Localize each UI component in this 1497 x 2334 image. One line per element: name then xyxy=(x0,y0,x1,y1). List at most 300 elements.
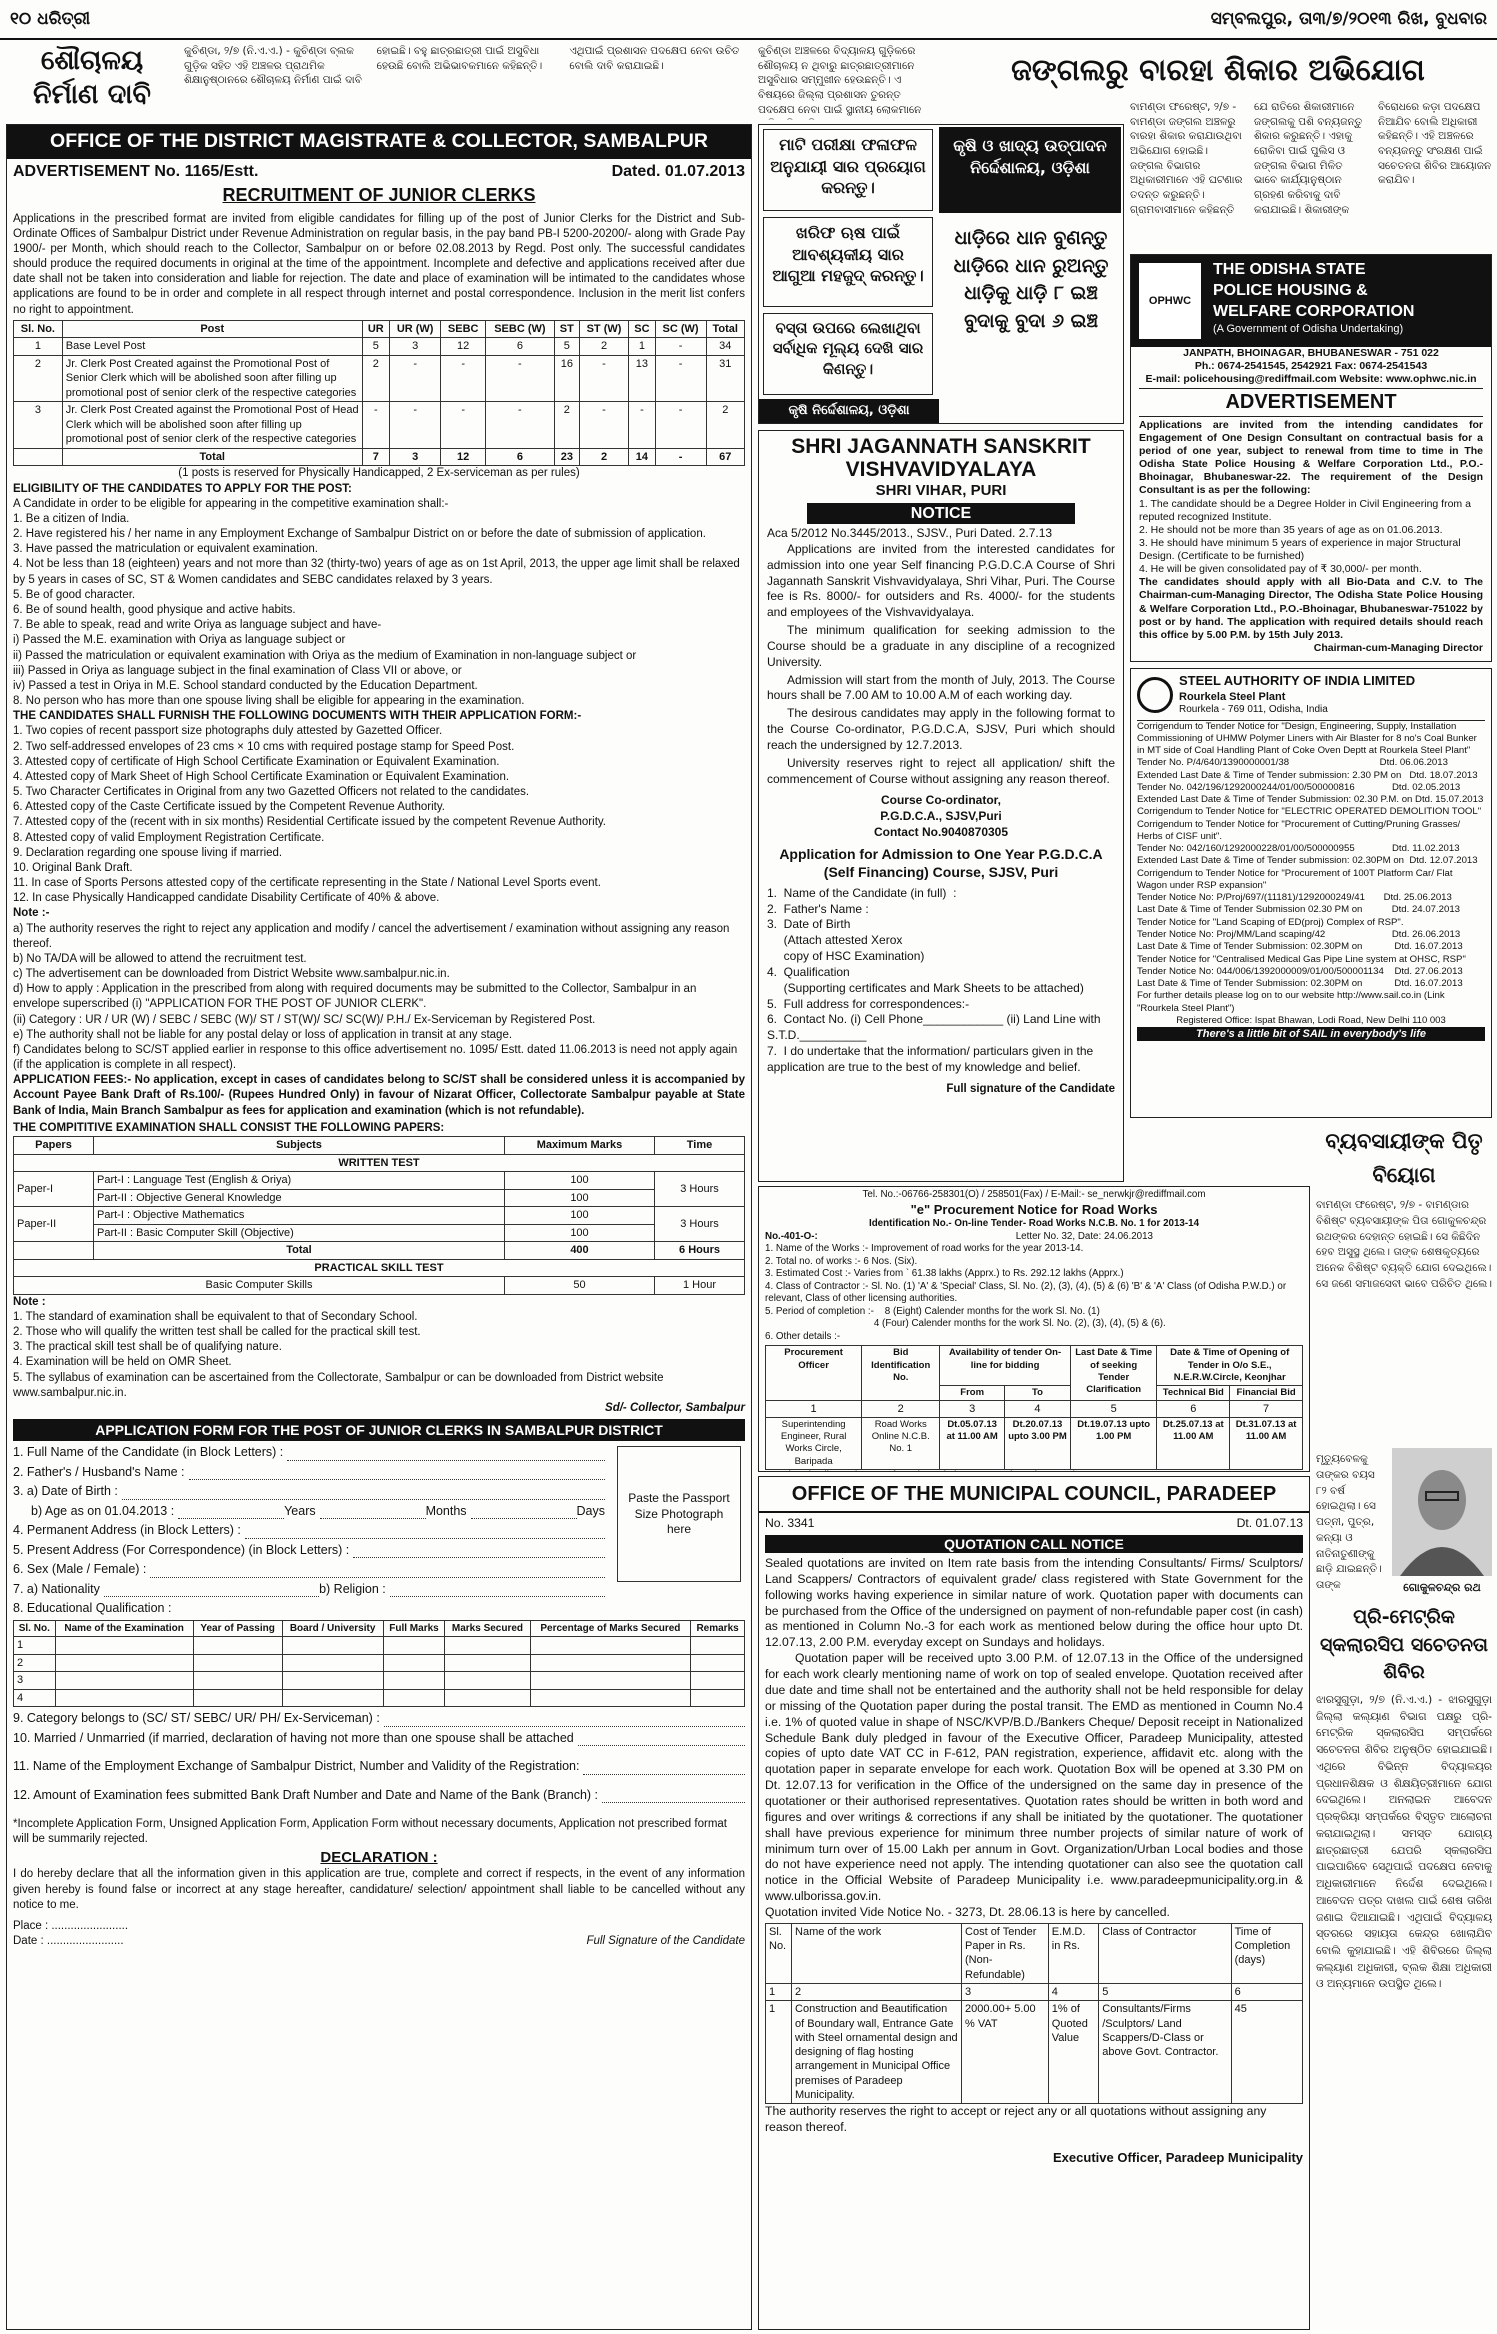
sjsv-ref: Aca 5/2012 No.3445/2013., SJSV., Puri Dated. 2.7.13 xyxy=(767,526,1053,541)
table-cell: 4 xyxy=(1005,1401,1071,1418)
agri-footer: କୃଷି ନିର୍ଦ୍ଦେଶାଳୟ, ଓଡ଼ିଶା xyxy=(759,399,939,423)
sjsv-form-items xyxy=(767,886,1115,1076)
eproc-letter: Letter No. 32, Date: 24.06.2013 xyxy=(1015,1230,1153,1242)
edu-input-cell[interactable] xyxy=(445,1637,530,1655)
boar-story: ବାମଣ୍ଡା ଫରେଷ୍ଟ, ୨/୭ - ବାମଣ୍ଡା ଜଙ୍ଗଲ ଅଞ୍ଚଳରୁ ବାରହା ଶିକାର କରାଯାଉଥିବା ଅଭିଯୋଗ ହୋଇଛି। ଜଙ୍ଗଲ ବିଭାଗର ଅଧିକାରୀମାନେ ଏହି ଘଟଣାର ତଦନ୍ତ କରୁଛନ୍ତି। ଗ୍ରାମବାସୀମାନେ କହିଛନ୍ତି ଯେ ରାତିରେ ଶିକାରୀମାନେ ଜଙ୍ଗଲକୁ ପଶି ବନ୍ୟଜନ୍ତୁ ଶିକାର କରୁଛନ୍ତି। ଏହାକୁ ରୋକିବା ପାଇଁ ପୁଲିସ ଓ ଜଙ୍ଗଲ ବିଭାଗ ମିଳିତ ଭାବେ କାର୍ଯ୍ୟାନୁଷ୍ଠାନ ଗ୍ରହଣ କରିବାକୁ ଦାବି କରାଯାଇଛି। ଶିକାରୀଙ୍କ ବିରୋଧରେ କଡ଼ା ପଦକ୍ଷେପ ନିଆଯିବ ବୋଲି ଅଧିକାରୀ କହିଛନ୍ତି। ଏହି ଅଞ୍ଚଳରେ ବନ୍ୟଜନ୍ତୁ ସଂରକ୍ଷଣ ପାଇଁ ସଚେତନତା ଶିବିର ଆୟୋଜନ କରାଯିବ। xyxy=(1130,101,1492,216)
eproc-item: 1. Name of the Works :- Improvement of road works for the year 2013-14. xyxy=(765,1243,1084,1255)
page-header xyxy=(0,0,1497,40)
paper-2-part-1: Part-I : Objective Mathematics xyxy=(94,1207,505,1225)
exam-col-marks: Maximum Marks xyxy=(505,1137,655,1155)
edu-input-cell[interactable] xyxy=(282,1672,383,1690)
sjsv-form-item: 6. Contact No. (i) Cell Phone____________ (ii) Land Line with S.T.D.__________ xyxy=(767,1012,1104,1043)
eproc-no: No.-401-O-: xyxy=(765,1230,818,1242)
marks: 100 xyxy=(505,1207,655,1225)
eproc-title: "e" Procurement Notice for Road Works xyxy=(910,1201,1158,1217)
sail-line: Extended Last Date & Time of Tender submission: 02.30PM on Dtd. 12.07.2013 xyxy=(1137,855,1478,867)
ophwc-title-4: (A Government of Odisha Undertaking) xyxy=(1213,323,1404,336)
form-education xyxy=(13,1600,605,1617)
sail-line: Last Date & Time of Tender Submission: 02.30PM on Dtd. 16.07.2013 xyxy=(1137,978,1463,990)
table-cell: 7 xyxy=(1230,1401,1303,1418)
eproc-item: 4 (Four) Calender months for the work Sl. No. (2), (3), (4), (5) & (6). xyxy=(765,1318,1166,1330)
eproc-item: 3. Estimated Cost :- Varies from ` 61.38 lakhs (Apprx.) to Rs. 292.12 lakhs (Apprx.) xyxy=(765,1268,1124,1280)
years-field[interactable] xyxy=(178,1506,284,1519)
table-cell: 6 xyxy=(485,448,554,466)
table-cell: 34 xyxy=(706,338,745,356)
table-cell: 5 xyxy=(554,338,579,356)
sail-header xyxy=(1137,673,1485,721)
exam-col-time: Time xyxy=(655,1137,745,1155)
ophwc-title-3: WELFARE CORPORATION xyxy=(1213,303,1415,321)
adv-date: Dated. 01.07.2013 xyxy=(611,162,745,180)
eligibility-item: 4. Not be less than 18 (eighteen) years and not more than 32 (thirty-two) years of age as on 1st April, 2013, the upper age limit shall be relaxed by 5 years in cases of SC, ST & Women candidates and SEBC candidates relaxed by 3 years. xyxy=(13,558,740,586)
sail-line: Tender No. 042/196/1292000244/01/00/500000816 Dtd. 02.05.2013 xyxy=(1137,781,1461,793)
edu-col-header: Percentage of Marks Secured xyxy=(530,1620,691,1636)
document-item: 8. Attested copy of valid Employment Registration Certificate. xyxy=(13,831,325,844)
sail-registered-office: Registered Office: Ispat Bhawan, Lodi Road, New Delhi 110 003 xyxy=(1176,1014,1446,1026)
table-row xyxy=(14,355,745,402)
paradeep-quotation-notice xyxy=(758,1476,1310,2330)
table-cell: 3 xyxy=(389,448,441,466)
edu-input-cell[interactable] xyxy=(193,1637,282,1655)
obituary-headline: ବ୍ୟବସାୟୀଙ୍କ ପିତୃ ବିୟୋଗ xyxy=(1325,1129,1483,1187)
table-cell: 1 xyxy=(766,1401,862,1418)
label: Months xyxy=(425,1503,467,1518)
table-cell: 1 xyxy=(766,1984,792,2001)
eligibility-item: ii) Passed the matriculation or equivalent examination with Oriya as the medium of Examination in non-language subject or xyxy=(13,649,637,662)
label: 8. Educational Qualification : xyxy=(13,1601,172,1616)
form-dob xyxy=(13,1483,605,1500)
edu-input-cell[interactable] xyxy=(383,1654,445,1672)
exam-col-subjects: Subjects xyxy=(94,1137,505,1155)
sail-line: Tender Notice for "Land Scaping of ED(proj) Complex of RSP". xyxy=(1137,916,1404,928)
exam-total-time: 6 Hours xyxy=(655,1242,745,1260)
sjsv-application-heading: Application for Admission to One Year P.G.D.C.A (Self Financing) Course, SJSV, Puri xyxy=(779,845,1103,881)
table-cell: 14 xyxy=(629,448,655,466)
dob-field[interactable] xyxy=(122,1487,605,1500)
edu-input-cell[interactable] xyxy=(445,1672,530,1690)
sail-line: Extended Last Date & Time of Tender Submission: 02.30 P.M. on Dtd. 15.07.2013 xyxy=(1137,794,1484,806)
edu-input-cell[interactable] xyxy=(193,1672,282,1690)
paper-1-part-1: Part-I : Language Test (English & Oriya) xyxy=(94,1172,505,1190)
table-cell: 12 xyxy=(441,448,485,466)
place-line: Place : ........................ xyxy=(13,1919,129,1932)
post-col-header: Sl. No. xyxy=(14,320,63,338)
edu-col-header: Marks Secured xyxy=(445,1620,530,1636)
adv-meta xyxy=(13,161,745,182)
table-cell: - xyxy=(579,402,628,449)
sail-line: Tender Notice No: P/Proj/697/(11181)/1292000249/41 Dtd. 25.06.2013 xyxy=(1137,892,1452,904)
sjsv-title-2: VISHVAVIDYALAYA xyxy=(845,458,1037,482)
eligibility-item: 1. Be a citizen of India. xyxy=(13,512,130,525)
paradeep-col-header: Class of Contractor xyxy=(1099,1923,1231,1983)
eligibility-list xyxy=(13,512,745,709)
table-cell: - xyxy=(485,355,554,402)
edu-input-cell[interactable] xyxy=(282,1654,383,1672)
table-cell: - xyxy=(441,355,485,402)
table-cell: Dt.31.07.13 at 11.00 AM xyxy=(1230,1418,1303,1470)
table-cell: Construction and Beautification of Boundary wall, Entrance Gate with Steel ornamental design and designing of flag hosting arrangement in Municipal Office premises of Paradeep Municipality. xyxy=(792,2001,962,2104)
document-item: 7. Attested copy of the (recent with in six months) Residential Certificate issued by the competent Revenue Authority. xyxy=(13,816,606,829)
sail-plant: Rourkela Steel Plant xyxy=(1179,690,1286,703)
paradeep-banner: OFFICE OF THE MUNICIPAL COUNCIL, PARADEEP xyxy=(759,1477,1309,1513)
post-col-header: SC xyxy=(629,320,655,338)
paradeep-para-2: Quotation paper will be received upto 3.00 P.M. of 12.07.13 in the Office of the undersigned for each work clearly mentioning name of work on top of sealed envelope. Quotation received after due date and time shall not be entertained and the authority shall not be held responsible for delay or missing of the Quotation paper during the postal transit. The EMD as mentioned in Coumn No.4 i.e. 1% of quoted value in shape of NSC/KVP/B.D./Bankers Cheque/ Deposit receipt in Nationalized Schedule Bank duly pledged in favour of the Executive Officer, Paradeep Municipality, attested copies of upto date VAT CC in F-612, PAN registration, experience, affidavit etc. along with the quotation paper in separate envelope for each work. Quotation Box will be opened at 3.30 PM on Dt. 12.07.13 for verification in the Office of the undersigned on the same day in presence of the quotationer or their authorised representatives. Quotation rates should be written in both word and figures and over writings & corrections if any shall be initiated by the quotationer. The quotationer shall have previous experience for minimum three number projects of similar nature of work of minimum turn over of 15.00 Lakh per annum in Govt. Organization/Urban Local bodies and those do not have experience need not apply. The intending quotationer can also see the quotation call notice in the Official Website of Paradeep Municipality i.e. www.paradeepmunicipality.org.in & www.ulborissa.gov.in. xyxy=(765,1651,1303,1904)
present-address-field[interactable] xyxy=(353,1545,605,1558)
written-test-label: WRITTEN TEST xyxy=(14,1154,745,1172)
sjsv-form-item: 7. I do undertake that the information/ particulars given in the application are true to the best of my knowledge and belief. xyxy=(767,1044,1097,1074)
paradeep-para-1: Sealed quotations are invited on Item rate basis from the intending Consultants/ Firms/ Sculptors/ Land Scappers/ Contractors of equivalent grade/ class registered with State Government for the following works having experience in similar nature of work. Quotation paper with documents can be purchased from the Office of the undersigned on payment of non-refundable paper cost (in cash) as mentioned in Column No.-3 for each work as mentioned below during the office hour upto Dt. 12.07.13, 2.00 P.M. everyday except on Sundays and holidays. xyxy=(765,1556,1303,1650)
exam-heading: THE COMPITITIVE EXAMINATION SHALL CONSIST THE FOLLOWING PAPERS: xyxy=(13,1121,445,1134)
edu-input-cell[interactable] xyxy=(55,1672,193,1690)
note-item: c) The advertisement can be downloaded from District Website www.sambalpur.nic.in. xyxy=(13,968,450,981)
table-cell xyxy=(14,448,63,466)
nationality-field[interactable] xyxy=(104,1584,319,1597)
table-cell: 23 xyxy=(554,448,579,466)
agri-directorate: କୃଷି ଓ ଖାଦ୍ୟ ଉତ୍ପାଦନ ନିର୍ଦ୍ଦେଶାଳୟ, ଓଡ଼ିଶା xyxy=(939,127,1121,213)
page-number: ୧୦ ଧରିତ୍ରୀ xyxy=(10,9,91,29)
paradeep-para-3: Quotation invited Vide Notice No. - 3273, Dt. 28.06.13 is here by cancelled. xyxy=(765,1904,1170,1919)
application-form xyxy=(13,1444,745,1617)
sail-lines xyxy=(1137,721,1485,1015)
table-cell: Jr. Clerk Post Created against the Promotional Post of Senior Clerk which will be abolished soon after filling up promotional post of senior clerk of the respective categories xyxy=(62,355,362,402)
edu-input-cell[interactable] xyxy=(193,1689,282,1707)
declaration-text: I do hereby declare that all the information given in this application are true, complete and correct if respects, in the event of any information given hereby is found false or incorrect at any stage hereafter, candidature/ selection/ appointment shall liable to be cancelled without any notice to me. xyxy=(13,1868,745,1911)
sail-line: Last Date & Time of Tender Submission 02.30 PM on Dtd. 24.07.2013 xyxy=(1137,904,1460,916)
post-col-header: Total xyxy=(706,320,745,338)
table-cell: 3 xyxy=(389,338,441,356)
table-cell: 2 xyxy=(792,1984,962,2001)
note2-item: 2. Those who will qualify the written test shall be called for the practical skill test. xyxy=(13,1325,421,1338)
label: 7. a) Nationality xyxy=(13,1581,100,1596)
table-cell: - xyxy=(485,402,554,449)
scholarship-story: ଝାରସୁଗୁଡ଼ା, ୨/୭ (ନି.ଏ.ଏ.) - ଝାରସୁଗୁଡ଼ା ଜିଲ୍ଲା କଲ୍ୟାଣ ବିଭାଗ ପକ୍ଷରୁ ପ୍ରି-ମେଟ୍ରିକ ସ୍କଲାରସିପ ସମ୍ପର୍କରେ ସଚେତନତା ଶିବିର ଅନୁଷ୍ଠିତ ହୋଇଯାଇଛି। ଏଥିରେ ବିଭିନ୍ନ ବିଦ୍ୟାଳୟର ପ୍ରଧାନଶିକ୍ଷକ ଓ ଶିକ୍ଷୟିତ୍ରୀମାନେ ଯୋଗ ଦେଇଥିଲେ। ଅନଲାଇନ ଆବେଦନ ପ୍ରକ୍ରିୟା ସମ୍ପର୍କରେ ବିସ୍ତୃତ ଆଲୋଚନା କରାଯାଇଥିଲା। ସମସ୍ତ ଯୋଗ୍ୟ ଛାତ୍ରଛାତ୍ରୀ ଯେପରି ସ୍କଲାରସିପ ପାଇପାରିବେ ସେଥିପାଇଁ ପଦକ୍ଷେପ ନେବାକୁ ଅଧିକାରୀମାନେ ନିର୍ଦ୍ଦେଶ ଦେଇଥିଲେ। ଆବେଦନ ପତ୍ର ଦାଖଲ ପାଇଁ ଶେଷ ତାରିଖ ଜଣାଇ ଦିଆଯାଇଛି। ଏଥିପାଇଁ ବିଦ୍ୟାଳୟ ସ୍ତରରେ ସହାୟତା କେନ୍ଦ୍ର ଖୋଲାଯିବ ବୋଲି କୁହାଯାଇଛି। ଏହି ଶିବିରରେ ଜିଲ୍ଲା କଲ୍ୟାଣ ଅଧିକାରୀ, ବ୍ଲକ ଶିକ୍ଷା ଅଧିକାରୀ ଓ ଅନ୍ୟମାନେ ଉପସ୍ଥିତ ଥିଲେ। xyxy=(1316,1693,1492,1991)
agri-sowing-tip: ଧାଡ଼ିରେ ଧାନ ବୁଣନ୍ତୁ ଧାଡ଼ିରେ ଧାନ ରୁଅନ୍ତୁ ଧାଡ଼ିକୁ ଧାଡ଼ି ୮ ଇଞ୍ଚ ବୁଦାକୁ ବୁଦା ୬ ଇଞ୍ଚ xyxy=(953,227,1109,332)
label: 4. Permanent Address (in Block Letters) : xyxy=(13,1523,241,1538)
sjsv-paragraph: The minimum qualification for seeking admission to the Course should be a graduate in any discipline of a recognized University. xyxy=(767,623,1115,669)
sail-line: Corrigendum to Tender Notice for "Design, Engineering, Supply, Installation Commissioning of UHMW Polymer Liners with Air Blaster for 8 no's Coal Bunker in MT side of Coal Handling Plant of Coke Oven Deptt at Rourkela Steel Plant" xyxy=(1137,720,1480,757)
post-col-header: UR (W) xyxy=(389,320,441,338)
form-nationality xyxy=(13,1581,605,1598)
marks: 100 xyxy=(505,1224,655,1242)
category-field[interactable] xyxy=(384,1714,745,1727)
sail-line: Corrigendum to Tender Notice for "Procurement of Cutting/Pruning Grasses/ Herbs of CISF unit". xyxy=(1137,818,1463,842)
sail-tender-notice xyxy=(1130,668,1492,1118)
table-cell: 3 xyxy=(14,402,63,449)
time: 3 Hours xyxy=(655,1172,745,1207)
table-cell: Jr. Clerk Post Created against the Promotional Post of Head Clerk which will be abolished soon after filling up promotional post of senior clerk of the respective categories xyxy=(62,402,362,449)
date-line: Date : ........................ xyxy=(13,1935,124,1948)
table-cell: 45 xyxy=(1231,2001,1302,2104)
table-cell: Road Works Online N.C.B. No. 1 xyxy=(862,1418,940,1470)
sjsv-form-item: copy of HSC Examination) xyxy=(767,949,925,964)
note2-item: 5. The syllabus of examination can be ascertained from the Collectorate, Sambalpur or can be downloaded from District website www.sambalpur.nic.in. xyxy=(13,1371,664,1399)
table-cell: 2 xyxy=(862,1401,940,1418)
note-item: b) No TA/DA will be allowed to attend the recruitment test. xyxy=(13,952,307,965)
sjsv-notice-label: NOTICE xyxy=(807,503,1075,524)
table-cell: - xyxy=(655,448,706,466)
table-row xyxy=(14,1654,745,1672)
eproc-items xyxy=(765,1243,1303,1343)
sjsv-notice xyxy=(758,430,1124,1182)
form-employment-exchange xyxy=(13,1758,745,1775)
table-cell: - xyxy=(389,355,441,402)
edu-input-cell[interactable] xyxy=(282,1637,383,1655)
ophwc-items xyxy=(1139,498,1483,577)
married-field[interactable] xyxy=(578,1733,745,1746)
edu-input-cell[interactable] xyxy=(383,1672,445,1690)
sail-address: Rourkela - 769 011, Odisha, India xyxy=(1179,703,1328,715)
time: 3 Hours xyxy=(655,1207,745,1242)
edu-input-cell[interactable] xyxy=(383,1637,445,1655)
basic-computer-skills: Basic Computer Skills xyxy=(14,1277,505,1295)
edu-input-cell[interactable] xyxy=(691,1689,745,1707)
table-cell: 2 xyxy=(579,448,628,466)
col-from: From xyxy=(940,1385,1005,1400)
label: 5. Present Address (For Correspondence) (in Block Letters) : xyxy=(13,1542,350,1557)
table-cell: 2 xyxy=(14,355,63,402)
education-table xyxy=(13,1620,745,1707)
posts-table xyxy=(13,320,745,467)
paradeep-date: Dt. 01.07.13 xyxy=(1236,1516,1303,1530)
practical-marks: 50 xyxy=(505,1277,655,1295)
sail-line: Tender Notice for "Centralised Medical Gas Pipe Line system at OHSC, RSP" xyxy=(1137,953,1466,965)
paradeep-col-header: Name of the work xyxy=(792,1923,962,1983)
document-item: 6. Attested copy of the Caste Certificate issued by the Competent Revenue Authority. xyxy=(13,801,445,814)
form-full-name xyxy=(13,1444,605,1461)
agriculture-ad xyxy=(758,124,1124,424)
table-cell: 5 xyxy=(1099,1984,1231,2001)
edu-input-cell[interactable] xyxy=(445,1689,530,1707)
permanent-address-field[interactable] xyxy=(245,1526,605,1539)
ophwc-title xyxy=(1209,255,1418,347)
paper-2: Paper-II xyxy=(14,1207,94,1242)
label: 1. Full Name of the Candidate (in Block Letters) : xyxy=(13,1445,284,1460)
form-married xyxy=(13,1730,745,1747)
paradeep-col-header: Sl. No. xyxy=(766,1923,792,1983)
notes2-list xyxy=(13,1310,745,1401)
ophwc-title-1: THE ODISHA STATE xyxy=(1213,261,1366,278)
table-cell: Base Level Post xyxy=(62,338,362,356)
table-cell: - xyxy=(441,402,485,449)
table-cell: 1% of Quoted Value xyxy=(1048,2001,1098,2104)
col-financial: Financial Bid xyxy=(1230,1385,1303,1400)
label: b) Age as on 01.04.2013 : xyxy=(31,1503,175,1518)
edu-input-cell[interactable] xyxy=(55,1654,193,1672)
toilet-headline xyxy=(6,44,178,120)
label: 12. Amount of Examination fees submitted Bank Draft Number and Date and Name of the Bank (Branch) : xyxy=(13,1787,599,1802)
label: 10. Married / Unmarried (if married, declaration of having not more than one spouse shall be attached xyxy=(13,1730,574,1745)
edu-input-cell[interactable] xyxy=(530,1672,691,1690)
table-row xyxy=(14,1689,745,1707)
sjsv-form-item: 1. Name of the Candidate (in full) : xyxy=(767,885,957,900)
toilet-title-2: ନିର୍ମାଣ ଦାବି xyxy=(33,79,151,110)
sjsv-form-item: (Attach attested Xerox xyxy=(767,933,903,948)
exam-col-papers: Papers xyxy=(14,1137,94,1155)
documents-list xyxy=(13,724,745,906)
eproc-table xyxy=(765,1345,1303,1469)
post-col-header: SEBC (W) xyxy=(485,320,554,338)
document-item: 3. Attested copy of certificate of High School Certificate Examination or Equivalent Examination. xyxy=(13,755,500,768)
collector-signature: Sd/- Collector, Sambalpur xyxy=(605,1401,745,1414)
col-clarification: Last Date & Time of seeking Tender Clarification xyxy=(1070,1346,1156,1401)
father-name-field[interactable] xyxy=(189,1467,605,1480)
edu-input-cell[interactable] xyxy=(55,1689,193,1707)
edu-col-header: Sl. No. xyxy=(14,1620,56,1636)
table-cell: Dt.05.07.13 at 11.00 AM xyxy=(940,1418,1005,1470)
table-cell: 31 xyxy=(706,355,745,402)
table-cell: Consultants/Firms /Sculptors/ Land Scappers/D-Class or above Govt. Contractor. xyxy=(1099,2001,1231,2104)
edu-input-cell[interactable] xyxy=(691,1637,745,1655)
ophwc-item: 3. He should have minimum 5 years of experience in major Structural Design. (Certificate to be furnished) xyxy=(1139,536,1461,563)
boar-headline: ଜଙ୍ଗଲରୁ ବାରହା ଶିକାର ଅଭିଯୋଗ xyxy=(1011,53,1425,88)
eligibility-item: 5. Be of good character. xyxy=(13,588,136,601)
incomplete-note: *Incomplete Application Form, Unsigned Application Form, Application Form without necessary documents, Application not prescribed format will be summarily rejected. xyxy=(13,1818,727,1846)
note-heading: Note :- xyxy=(13,907,50,920)
note2-heading: Note : xyxy=(13,1295,46,1308)
edu-input-cell[interactable] xyxy=(530,1654,691,1672)
table-cell: 6 xyxy=(1231,1984,1302,2001)
eproc-further xyxy=(765,1470,1303,1472)
months-field[interactable] xyxy=(320,1506,426,1519)
exam-table xyxy=(13,1136,745,1295)
sjsv-paragraph: Applications are invited from the interested candidates for admission into one year Self financing P.G.D.C.A Course of Shri Jagannath Sanskrit Vishvavidyalaya, Shri Vihar, Puri. The Course fee is Rs. 8000/- for outsiders and Rs. 4000/- for the students and employees of the Vishvavidyalaya. xyxy=(767,541,1115,620)
mid-story: କୁଚିଣ୍ଡା ଅଞ୍ଚଳରେ ବିଦ୍ୟାଳୟ ଗୁଡ଼ିକରେ ଶୌଚାଳୟ ନ ଥିବାରୁ ଛାତ୍ରଛାତ୍ରୀମାନେ ଅସୁବିଧାର ସମ୍ମୁଖୀନ ହେଉଛନ୍ତି। ଏ ବିଷୟରେ ଜିଲ୍ଲା ପ୍ରଶାସନ ତୁରନ୍ତ ପଦକ୍ଷେପ ନେବା ପାଇଁ ସ୍ଥାନୀୟ ଲୋକମାନେ xyxy=(758,45,922,116)
fees-field[interactable] xyxy=(602,1790,745,1803)
form-category xyxy=(13,1710,745,1727)
sjsv-paragraph: Admission will start from the month of July, 2013. The Course hours shall be 7.00 AM to 10.00 A.M of each working day. xyxy=(767,672,1115,703)
sail-line: Tender No: 042/160/1292000228/01/00/500000955 Dtd. 11.02.2013 xyxy=(1137,843,1460,855)
col-technical: Technical Bid xyxy=(1157,1385,1230,1400)
sjsv-signature: Full signature of the Candidate xyxy=(946,1082,1115,1095)
ophwc-adv-label: ADVERTISEMENT xyxy=(1139,388,1483,416)
eligibility-item: 7. Be able to speak, read and write Oriya as language subject and have- xyxy=(13,619,382,632)
sail-logo-icon xyxy=(1137,677,1173,713)
ophwc-phone: Ph.: 0674-2541545, 2542921 Fax: 0674-2541543 xyxy=(1194,360,1428,373)
note-item: e) The authority shall not be liable for any postal delay or loss of application in transit at any stage. xyxy=(13,1028,513,1041)
table-cell: 5 xyxy=(362,338,389,356)
edu-input-cell[interactable] xyxy=(383,1689,445,1707)
document-item: 2. Two self-addressed envelopes of 23 cms × 10 cms with required postage stamp for Speed Post. xyxy=(13,740,515,753)
table-cell: 4 xyxy=(1048,1984,1098,2001)
document-item: 9. Declaration regarding one spouse living if married. xyxy=(13,846,283,859)
marks: 100 xyxy=(505,1189,655,1207)
eligibility-heading: ELIGIBILITY OF THE CANDIDATES TO APPLY FOR THE POST: xyxy=(13,482,352,495)
form-permanent-address xyxy=(13,1522,605,1539)
sjsv-place: SHRI VIHAR, PURI xyxy=(875,482,1007,500)
table-row xyxy=(14,1637,745,1655)
collector-advertisement xyxy=(6,124,752,2330)
table-cell: - xyxy=(362,402,389,449)
table-cell: - xyxy=(655,402,706,449)
form-fees xyxy=(13,1787,745,1804)
adv-number: ADVERTISEMENT No. 1165/Estt. xyxy=(13,162,259,180)
document-item: 5. Two Character Certificates in Original from any two Gazetted Officers not related to the candidates. xyxy=(13,786,530,799)
table-cell: - xyxy=(655,338,706,356)
toilet-story: କୁଚିଣ୍ଡା, ୨/୭ (ନି.ଏ.ଏ.) - କୁଚିଣ୍ଡା ବ୍ଲକ ଗୁଡ଼ିକ ସହିତ ଏହି ଅଞ୍ଚଳର ପ୍ରାଥମିକ ଶିକ୍ଷାନୁଷ୍ଠାନରେ ଶୌଚାଳୟ ନିର୍ମାଣ ପାଇଁ ଦାବି ହୋଇଛି। ବହୁ ଛାତ୍ରଛାତ୍ରୀ ପାଇଁ ଅସୁବିଧା ହେଉଛି ବୋଲି ଅଭିଭାବକମାନେ କହିଛନ୍ତି। ଏଥିପାଇଁ ପ୍ରଶାସନ ପଦକ୍ଷେପ ନେବା ଉଚିତ ବୋଲି ଦାବି କରାଯାଇଛି। xyxy=(184,45,740,87)
ophwc-logo: OPHWC xyxy=(1137,261,1203,341)
table-cell: Dt.19.07.13 upto 1.00 PM xyxy=(1070,1418,1156,1470)
agri-box-3: ବସ୍ତା ଉପରେ ଲେଖାଥିବା ସର୍ବାଧିକ ମୂଲ୍ୟ ଦେଖି ସାର କିଣନ୍ତୁ। xyxy=(763,313,933,395)
paradeep-table xyxy=(765,1923,1303,2105)
paper-1-part-2: Part-II : Objective General Knowledge xyxy=(94,1189,505,1207)
sjsv-paragraph: The desirous candidates may apply in the following format to the Course Co-ordinator, P.G.D.C.A, SJSV, Puri which should reach the undersigned by 12.7.2013. xyxy=(767,706,1115,752)
form-father-name xyxy=(13,1464,605,1481)
sex-field[interactable] xyxy=(150,1565,605,1578)
table-cell: Total xyxy=(62,448,362,466)
form-age xyxy=(13,1503,605,1520)
document-item: 12. In case Physically Handicapped candidate Disability Certificate of 40% & above. xyxy=(13,892,440,905)
recruitment-title: RECRUITMENT OF JUNIOR CLERKS xyxy=(222,184,536,205)
form-present-address xyxy=(13,1542,605,1559)
ophwc-signature: Chairman-cum-Managing Director xyxy=(1313,641,1483,654)
table-cell: 2 xyxy=(706,402,745,449)
ophwc-email: E-mail: policehousing@rediffmail.com Website: www.ophwc.nic.in xyxy=(1145,373,1477,386)
table-cell: 1 xyxy=(14,1637,56,1655)
table-row xyxy=(14,402,745,449)
table-cell: Dt.20.07.13 upto 3.00 PM xyxy=(1005,1418,1071,1470)
religion-field[interactable] xyxy=(390,1584,605,1597)
edu-col-header: Year of Passing xyxy=(193,1620,282,1636)
portrait-image xyxy=(1392,1448,1492,1576)
table-cell: 1 xyxy=(629,338,655,356)
table-cell: - xyxy=(655,355,706,402)
edu-input-cell[interactable] xyxy=(691,1654,745,1672)
edu-input-cell[interactable] xyxy=(445,1654,530,1672)
table-cell: 6 xyxy=(1157,1401,1230,1418)
table-row xyxy=(14,338,745,356)
issue-date: ସମ୍ବଲପୁର, ତା୩/୭/୨୦୧୩ ରିଖ, ବୁଧବାର xyxy=(1210,9,1487,29)
exam-total-label: Total xyxy=(94,1242,505,1260)
document-item: 4. Attested copy of Mark Sheet of High School Certificate Examination or Equivalent Examination. xyxy=(13,770,510,783)
days-field[interactable] xyxy=(471,1506,577,1519)
edu-input-cell[interactable] xyxy=(282,1689,383,1707)
edu-input-cell[interactable] xyxy=(193,1654,282,1672)
label: 3. a) Date of Birth : xyxy=(13,1484,118,1499)
employment-exchange-field[interactable] xyxy=(583,1762,745,1775)
photo-box[interactable]: Paste the Passport Size Photograph here xyxy=(617,1446,741,1582)
table-cell: - xyxy=(629,402,655,449)
paradeep-col-header: E.M.D. in Rs. xyxy=(1048,1923,1098,1983)
coordinator-1: Course Co-ordinator, xyxy=(880,793,1001,808)
edu-input-cell[interactable] xyxy=(530,1637,691,1655)
practical-test-label: PRACTICAL SKILL TEST xyxy=(14,1259,745,1277)
sjsv-form-item: 4. Qualification xyxy=(767,964,850,979)
post-col-header: Post xyxy=(62,320,362,338)
edu-input-cell[interactable] xyxy=(530,1689,691,1707)
sjsv-form-item: 3. Date of Birth xyxy=(767,917,851,932)
obituary-story: ବାମଣ୍ଡା ଫରେଷ୍ଟ, ୨/୭ - ବାମଣ୍ଡାର ବିଶିଷ୍ଟ ବ୍ୟବସାୟୀଙ୍କ ପିତା ଗୋକୁଳଚନ୍ଦ୍ର ରଥଙ୍କର ଦେହାନ୍ତ ହୋଇଛି। ସେ କିଛିଦିନ ହେବ ଅସୁସ୍ଥ ଥିଲେ। ତାଙ୍କ ଶେଷକୃତ୍ୟରେ ଅନେକ ବିଶିଷ୍ଟ ବ୍ୟକ୍ତି ଯୋଗ ଦେଇଥିଲେ। ସେ ଜଣେ ସମାଜସେବୀ ଭାବେ ପରିଚିତ ଥିଲେ। xyxy=(1316,1199,1492,1290)
full-name-field[interactable] xyxy=(287,1448,605,1461)
table-cell: 2 xyxy=(554,402,579,449)
sail-line: Last Date & Time of Tender Submission: 02.30PM on Dtd. 16.07.2013 xyxy=(1137,941,1463,953)
edu-input-cell[interactable] xyxy=(55,1637,193,1655)
sail-tagline: There's a little bit of SAIL in everybody's life xyxy=(1137,1027,1485,1041)
ophwc-item: 4. He will be given consolidated pay of ₹ 30,000/- per month. xyxy=(1139,563,1422,576)
table-row xyxy=(14,1672,745,1690)
form-sex xyxy=(13,1561,605,1578)
eligibility-item: iii) Passed in Oriya as language subject in the final examination of Class VII or above, or xyxy=(13,664,462,677)
table-cell: 5 xyxy=(1070,1401,1156,1418)
eligibility-item: 3. Have passed the matriculation or equivalent examination. xyxy=(13,543,318,556)
table-cell: 3 xyxy=(940,1401,1005,1418)
ophwc-advertisement xyxy=(1130,254,1492,662)
table-cell: Superintending Engineer, Rural Works Circle, Baripada xyxy=(766,1418,862,1470)
edu-input-cell[interactable] xyxy=(691,1672,745,1690)
note-item: (ii) Category : UR / UR (W) / SEBC / SEBC (W)/ ST / ST(W)/ SC/ SC(W)/ P.H./ Ex-Serviceman by Registered Post. xyxy=(13,1013,596,1026)
eproc-item: 6. Other details :- xyxy=(765,1330,841,1342)
ophwc-header xyxy=(1131,255,1491,347)
obituary-photo xyxy=(1392,1448,1492,1596)
